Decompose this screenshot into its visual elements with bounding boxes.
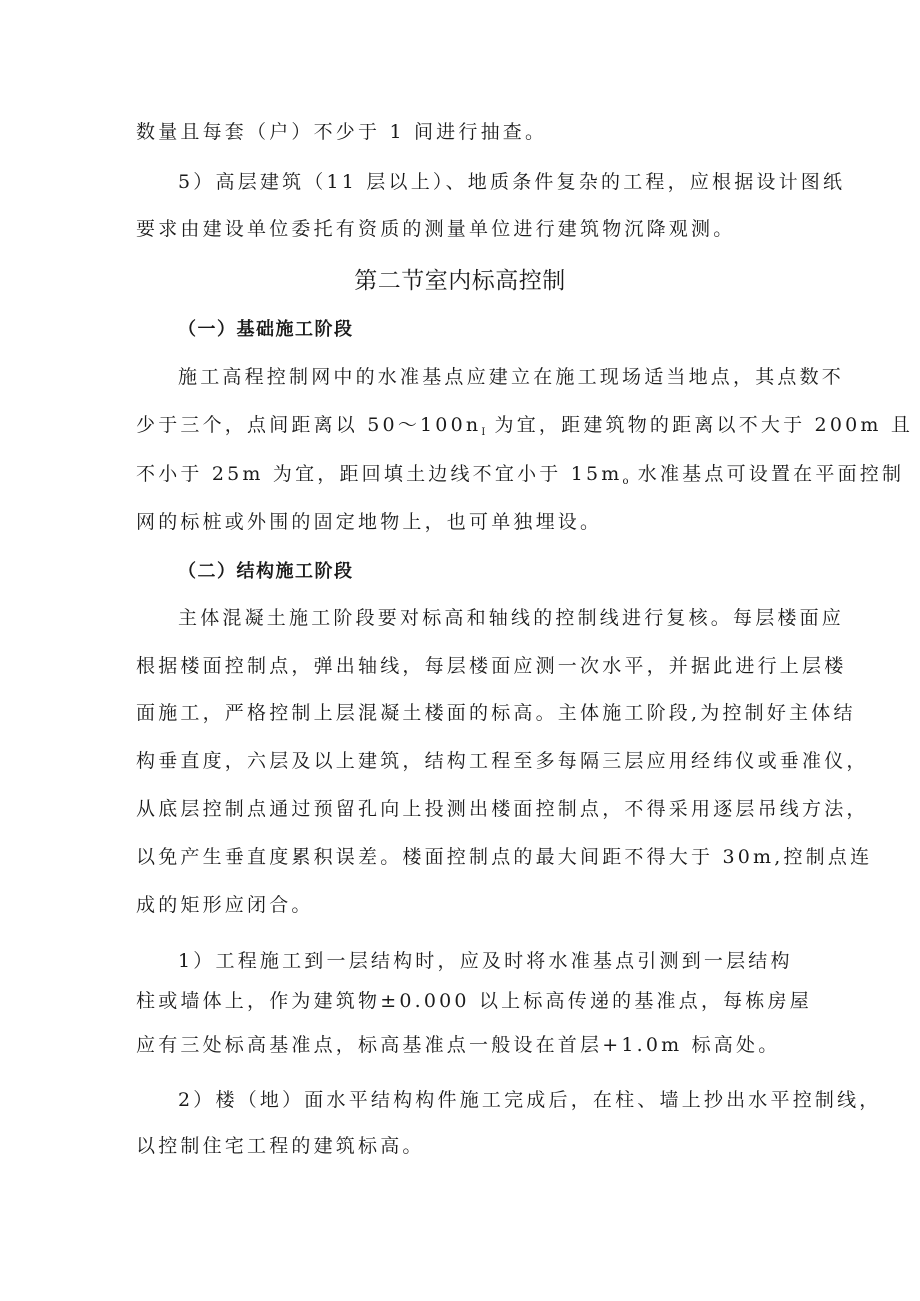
subscript: I [481, 427, 486, 438]
text-span: 水准基点可设置在平面控制 [628, 463, 905, 485]
section-title: 第二节室内标高控制 [354, 268, 566, 294]
paragraph-line [136, 462, 904, 494]
list-item-line: 柱或墙体上，作为建筑物±0.000 以上标高传递的基准点，每栋房屋 [136, 990, 812, 1012]
list-item-line: 以控制住宅工程的建筑标高。 [136, 1135, 425, 1157]
paragraph-line: 主体混凝土施工阶段要对标高和轴线的控制线进行复核。每层楼面应 [178, 607, 845, 629]
paragraph-line: 网的标桩或外围的固定地物上，也可单独埋设。 [136, 511, 603, 533]
paragraph-line [136, 413, 913, 445]
text-span: 不小于 25m 为宜，距回填土边线不宜小于 15m [136, 463, 623, 485]
paragraph-line: 施工高程控制网中的水准基点应建立在施工现场适当地点，其点数不 [178, 366, 845, 388]
text-span: 为宜，距建筑物的距离以不大于 200m 且 [485, 414, 914, 436]
paragraph-line: 5）高层建筑（11 层以上）、地质条件复杂的工程，应根据设计图纸 [178, 171, 846, 193]
paragraph-line: 面施工，严格控制上层混凝土楼面的标高。主体施工阶段,为控制好主体结 [136, 702, 856, 724]
subsection-heading: （一）基础施工阶段 [178, 319, 354, 340]
paragraph-line: 以免产生垂直度累积误差。楼面控制点的最大间距不得大于 30m,控制点连 [136, 846, 873, 868]
paragraph-line: 根据楼面控制点，弹出轴线，每层楼面应测一次水平，并据此进行上层楼 [136, 655, 847, 677]
list-item-line: 1）工程施工到一层结构时，应及时将水准基点引测到一层结构 [178, 950, 793, 972]
text-span: 少于三个，点间距离以 50～100n [136, 414, 482, 436]
subscript: o [622, 476, 629, 487]
paragraph-line: 成的矩形应闭合。 [136, 894, 314, 916]
list-item-line: 2）楼（地）面水平结构构件施工完成后，在柱、墙上抄出水平控制线， [178, 1089, 882, 1111]
paragraph-line: 数量且每套（户）不少于 1 间进行抽查。 [136, 121, 548, 143]
subsection-heading: （二）结构施工阶段 [178, 561, 354, 582]
paragraph-line: 要求由建设单位委托有资质的测量单位进行建筑物沉降观测。 [136, 218, 736, 240]
paragraph-line: 构垂直度，六层及以上建筑，结构工程至多每隔三层应用经纬仪或垂准仪， [136, 750, 869, 772]
list-item-line: 应有三处标高基准点，标高基准点一般设在首层+1.0m 标高处。 [136, 1034, 781, 1056]
paragraph-line: 从底层控制点通过预留孔向上投测出楼面控制点，不得采用逐层吊线方法， [136, 798, 869, 820]
